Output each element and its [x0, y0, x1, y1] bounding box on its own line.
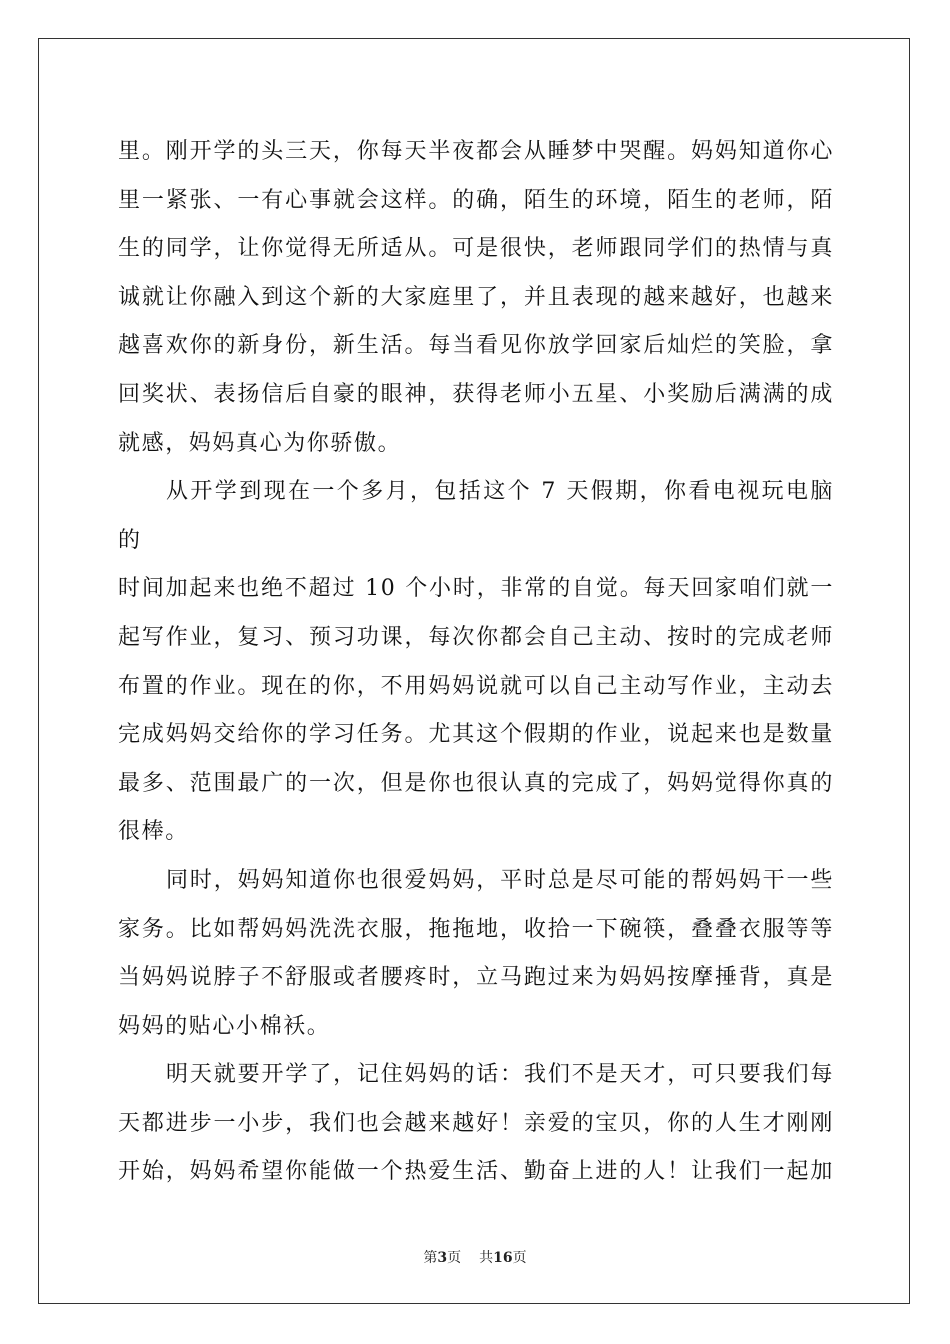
- text-line: 起写作业，复习、预习功课，每次你都会自己主动、按时的完成老师: [118, 624, 834, 650]
- text-line: 最多、范围最广的一次，但是你也很认真的完成了，妈妈觉得你真的: [118, 770, 834, 796]
- page-footer: [0, 1247, 950, 1267]
- text-line: 家务。比如帮妈妈洗洗衣服，拖拖地，收拾一下碗筷，叠叠衣服等等: [118, 916, 834, 942]
- text-line: 布置的作业。现在的你，不用妈妈说就可以自己主动写作业，主动去: [118, 673, 834, 699]
- text-line: 同时，妈妈知道你也很爱妈妈，平时总是尽可能的帮妈妈干一些: [166, 867, 834, 893]
- text-line: 诚就让你融入到这个新的大家庭里了，并且表现的越来越好，也越来: [118, 284, 834, 310]
- paragraph-2: [118, 468, 834, 857]
- text-line: 里。刚开学的头三天，你每天半夜都会从睡梦中哭醒。妈妈知道你心: [118, 139, 834, 164]
- paragraph-4: [118, 1051, 834, 1197]
- text-line: 越喜欢你的新身份，新生活。每当看见你放学回家后灿烂的笑脸，拿: [118, 333, 834, 359]
- text-line: 时间加起来也绝不超过 10 个小时，非常的自觉。每天回家咱们就一: [118, 576, 834, 602]
- paragraph-3: [118, 857, 834, 1051]
- page-label-prefix: 第: [423, 1250, 438, 1266]
- text-line: 就感，妈妈真心为你骄傲。: [118, 430, 402, 456]
- text-line: 妈妈的贴心小棉袄。: [118, 1013, 331, 1039]
- text-line: 从开学到现在一个多月，包括这个 7 天假期，你看电视玩电脑的: [118, 479, 834, 553]
- text-line: 里一紧张、一有心事就会这样。的确，陌生的环境，陌生的老师，陌: [118, 187, 834, 213]
- paragraph-1: [118, 128, 834, 468]
- total-label-prefix: 共: [479, 1250, 494, 1266]
- current-page-number: 3: [437, 1250, 448, 1266]
- text-line: 生的同学，让你觉得无所适从。可是很快，老师跟同学们的热情与真: [118, 236, 834, 262]
- text-line: 开始，妈妈希望你能做一个热爱生活、勤奋上进的人！让我们一起加: [118, 1159, 834, 1185]
- page-label-suffix: 页: [447, 1250, 462, 1266]
- text-line: 当妈妈说脖子不舒服或者腰疼时，立马跑过来为妈妈按摩捶背，真是: [118, 965, 834, 991]
- total-label-suffix: 页: [512, 1250, 527, 1266]
- text-line: 回奖状、表扬信后自豪的眼神，获得老师小五星、小奖励后满满的成: [118, 381, 834, 407]
- text-line: 明天就要开学了，记住妈妈的话：我们不是天才，可只要我们每: [166, 1062, 834, 1088]
- text-line: 很棒。: [118, 819, 189, 845]
- text-line: 天都进步一小步，我们也会越来越好！亲爱的宝贝，你的人生才刚刚: [118, 1110, 834, 1136]
- document-body: [118, 128, 834, 1197]
- text-line: 完成妈妈交给你的学习任务。尤其这个假期的作业，说起来也是数量: [118, 722, 834, 748]
- total-page-count: 16: [493, 1250, 513, 1266]
